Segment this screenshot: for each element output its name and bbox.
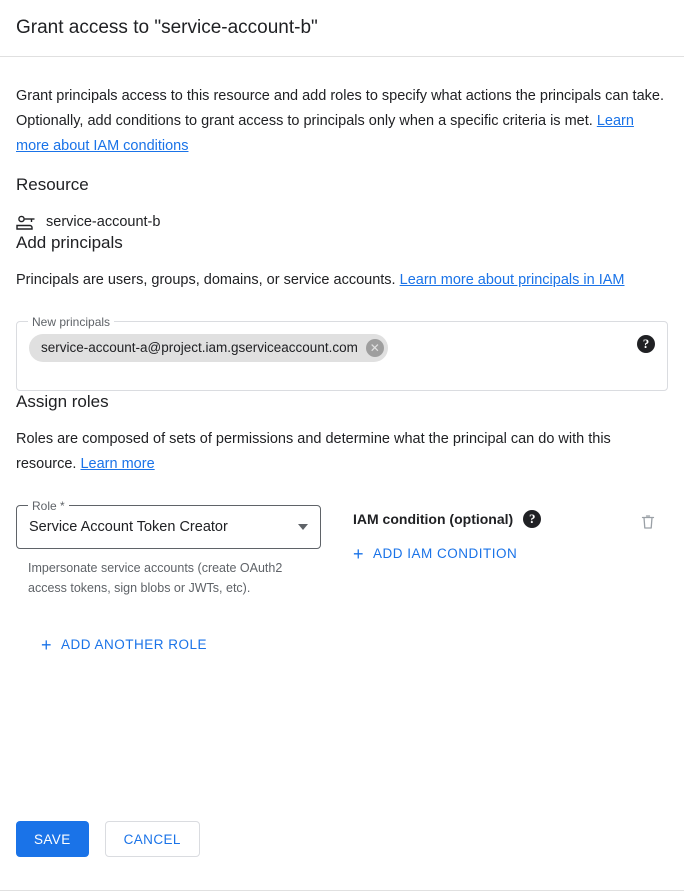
role-select-value: Service Account Token Creator (29, 518, 228, 535)
close-icon[interactable]: ✕ (366, 339, 384, 357)
iam-condition-label-row (353, 509, 628, 529)
iam-conditions-link[interactable]: Learn more about IAM conditions (16, 113, 634, 154)
principals-description (16, 268, 664, 293)
role-select-label: Role * (28, 498, 69, 514)
resource-row (16, 212, 668, 232)
role-select[interactable] (16, 498, 321, 549)
new-principals-label: New principals (28, 314, 114, 330)
help-icon[interactable]: ? (637, 335, 655, 353)
new-principals-field[interactable] (16, 314, 668, 391)
role-entry-row (16, 498, 668, 598)
chevron-down-icon[interactable] (298, 524, 308, 530)
principals-desc-text: Principals are users, groups, domains, or service accounts. (16, 271, 400, 288)
dialog-footer (0, 821, 684, 891)
resource-heading: Resource (16, 174, 89, 194)
roles-learn-more-link[interactable]: Learn more (80, 455, 155, 472)
intro-text: Grant principals access to this resource and add roles to specify what actions the principals can take. Optionally, add conditions to grant access to principals only when a specific criteria is met. (16, 88, 664, 129)
save-button[interactable]: SAVE (16, 821, 89, 857)
header-divider (0, 56, 684, 57)
page-title: Grant access to "service-account-b" (16, 17, 318, 38)
assign-desc-text: Roles are composed of sets of permissions and determine what the principal can do with this resource. (16, 430, 611, 472)
role-column (16, 498, 321, 598)
add-principals-heading: Add principals (16, 232, 123, 252)
footer-button-row (16, 821, 668, 875)
cancel-button[interactable]: CANCEL (105, 821, 200, 857)
assign-roles-description (16, 427, 664, 477)
add-iam-condition-button[interactable] (353, 545, 517, 563)
intro-paragraph (16, 84, 664, 159)
trash-icon[interactable] (639, 513, 657, 536)
dialog-body (0, 84, 684, 656)
service-account-icon (16, 212, 36, 232)
plus-icon: + (353, 543, 365, 564)
iam-condition-column (353, 505, 628, 565)
resource-name: service-account-b (46, 213, 161, 230)
iam-condition-label: IAM condition (optional) (353, 510, 514, 527)
add-another-role-button[interactable] (41, 636, 207, 654)
role-description: Impersonate service accounts (create OAuth2 access tokens, sign blobs or JWTs, etc). (28, 560, 283, 595)
add-iam-condition-label: ADD IAM CONDITION (373, 546, 518, 561)
assign-roles-heading: Assign roles (16, 391, 109, 411)
add-another-role-label: ADD ANOTHER ROLE (61, 637, 208, 652)
help-icon[interactable]: ? (523, 510, 541, 528)
principals-learn-more-link[interactable]: Learn more about principals in IAM (399, 271, 625, 288)
principal-chip[interactable] (29, 334, 388, 362)
principal-chip-label: service-account-a@project.iam.gserviceaccount.com (41, 340, 358, 355)
delete-role-column (628, 505, 668, 536)
plus-icon: + (41, 634, 53, 655)
